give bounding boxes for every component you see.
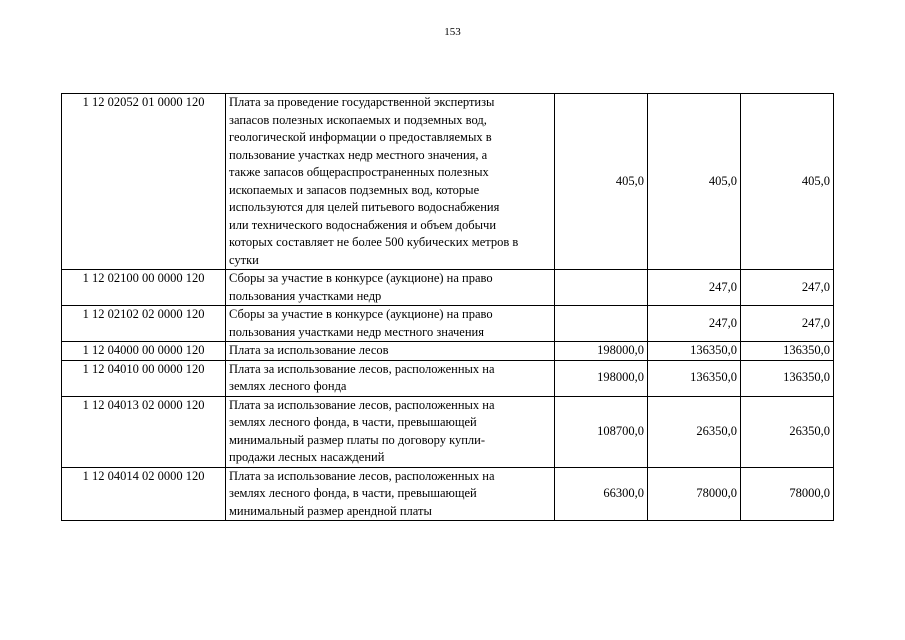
revenue-name-line: сутки [229, 252, 259, 267]
revenue-name-line: ископаемых и запасов подземных вод, которые [229, 182, 480, 197]
table-row [62, 467, 834, 521]
revenue-code-cell: 1 12 04014 02 0000 120 [62, 467, 226, 521]
amount-cell-2: 247,0 [648, 270, 741, 306]
amount-cell-2: 136350,0 [648, 360, 741, 396]
amount-cell-2: 26350,0 [648, 396, 741, 467]
revenue-name-line: Сборы за участие в конкурсе (аукционе) на право [229, 307, 493, 321]
amount-cell-3: 26350,0 [741, 396, 834, 467]
amount-cell-1 [555, 306, 648, 342]
revenue-code-cell: 1 12 04013 02 0000 120 [62, 396, 226, 467]
revenue-name-cell [226, 270, 555, 306]
revenue-name-line: землях лесного фонда, в части, превышающей [229, 415, 477, 429]
revenue-code-cell: 1 12 02102 02 0000 120 [62, 306, 226, 342]
table-row [62, 270, 834, 306]
revenue-name-line: Плата за использование лесов, расположенных на [229, 468, 495, 483]
revenue-name-line: запасов полезных ископаемых и подземных вод, [229, 112, 487, 127]
amount-cell-1: 66300,0 [555, 467, 648, 521]
revenue-name-cell [226, 94, 555, 270]
amount-cell-1: 198000,0 [555, 360, 648, 396]
table-row [62, 94, 834, 270]
amount-cell-1 [555, 270, 648, 306]
revenue-name-line: землях лесного фонда, в части, превышающей [229, 486, 477, 500]
revenue-name-cell [226, 467, 555, 521]
table-row [62, 306, 834, 342]
revenue-name-line: используются для целей питьевого водоснабжения [229, 200, 500, 214]
table-row [62, 342, 834, 361]
amount-cell-1: 405,0 [555, 94, 648, 270]
revenue-name-line: или технического водоснабжения и объем добычи [229, 217, 497, 232]
revenue-name-line: землях лесного фонда [229, 379, 347, 393]
revenue-name-line: Плата за проведение государственной экспертизы [229, 95, 495, 109]
revenue-table-body [62, 94, 834, 521]
amount-cell-3: 247,0 [741, 306, 834, 342]
amount-cell-3: 136350,0 [741, 360, 834, 396]
amount-cell-2: 136350,0 [648, 342, 741, 361]
table-row [62, 360, 834, 396]
revenue-name-line: пользование участках недр местного значения, а [229, 147, 488, 162]
amount-cell-1: 198000,0 [555, 342, 648, 361]
revenue-name-line: пользования участками недр [229, 288, 382, 303]
revenue-table [61, 93, 834, 521]
amount-cell-2: 78000,0 [648, 467, 741, 521]
revenue-code-cell: 1 12 04010 00 0000 120 [62, 360, 226, 396]
revenue-code-cell: 1 12 02052 01 0000 120 [62, 94, 226, 270]
revenue-name-line: которых составляет не более 500 кубических метров в [229, 235, 519, 249]
revenue-name-cell [226, 306, 555, 342]
revenue-name-line: Плата за использование лесов, расположенных на [229, 397, 495, 412]
revenue-name-line: Плата за использование лесов, расположенных на [229, 361, 495, 376]
amount-cell-2: 247,0 [648, 306, 741, 342]
table-row [62, 396, 834, 467]
revenue-code-cell: 1 12 04000 00 0000 120 [62, 342, 226, 361]
page-number: 153 [444, 26, 461, 38]
amount-cell-3: 136350,0 [741, 342, 834, 361]
revenue-code-cell: 1 12 02100 00 0000 120 [62, 270, 226, 306]
revenue-name-line: минимальный размер арендной платы [229, 503, 432, 518]
amount-cell-2: 405,0 [648, 94, 741, 270]
amount-cell-1: 108700,0 [555, 396, 648, 467]
revenue-name-cell [226, 342, 555, 361]
revenue-name-line: минимальный размер платы по договору купли- [229, 432, 486, 447]
revenue-name-line: пользования участками недр местного значения [229, 324, 484, 339]
revenue-name-line: геологической информации о предоставляемых в [229, 130, 492, 144]
amount-cell-3: 78000,0 [741, 467, 834, 521]
revenue-name-line: продажи лесных насаждений [229, 450, 385, 464]
revenue-name-line: Плата за использование лесов [229, 343, 389, 357]
amount-cell-3: 247,0 [741, 270, 834, 306]
revenue-name-cell [226, 360, 555, 396]
revenue-name-cell [226, 396, 555, 467]
revenue-name-line: Сборы за участие в конкурсе (аукционе) на право [229, 271, 493, 285]
revenue-name-line: также запасов общераспространенных полезных [229, 165, 489, 179]
amount-cell-3: 405,0 [741, 94, 834, 270]
